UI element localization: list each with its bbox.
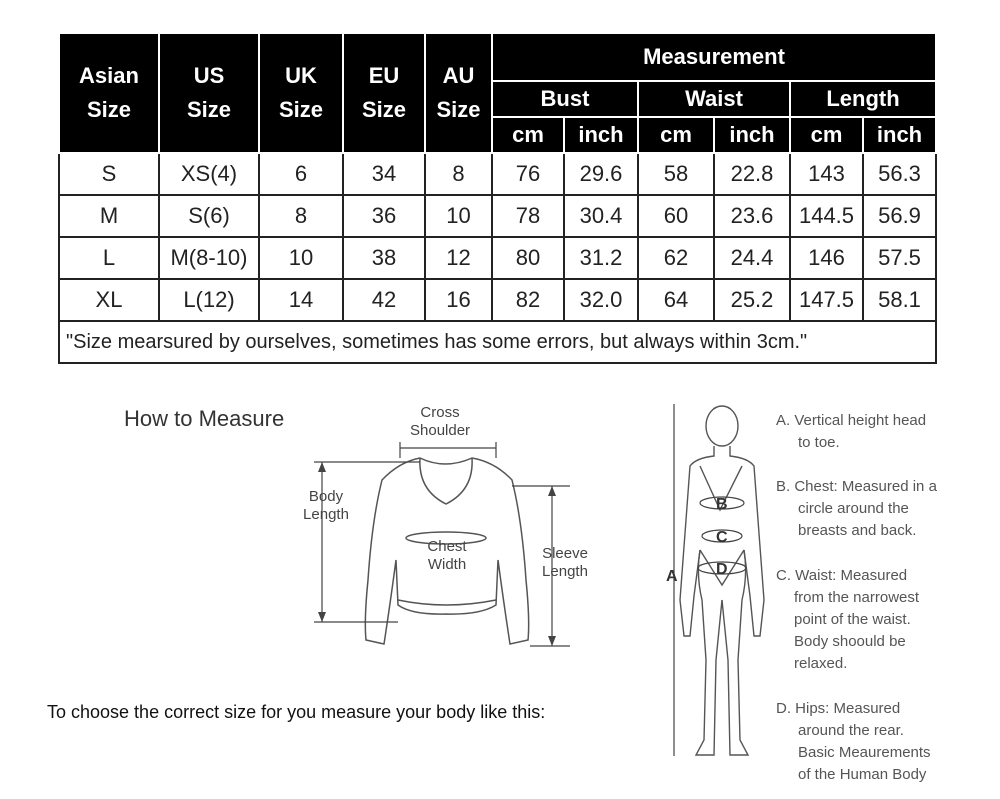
table-cell: 6: [259, 153, 343, 195]
header-bust: Bust: [492, 81, 638, 117]
description-a: A. Vertical height head to toe.: [776, 412, 927, 451]
table-cell: L(12): [159, 279, 259, 321]
header-bust-cm: cm: [492, 117, 564, 153]
table-cell: 12: [425, 237, 492, 279]
table-cell: 147.5: [790, 279, 863, 321]
table-cell: 56.9: [863, 195, 936, 237]
chest-width-label: Chest Width: [427, 538, 467, 573]
table-cell: 62: [638, 237, 714, 279]
body-figure-diagram: [660, 400, 770, 770]
header-length-inch: inch: [863, 117, 936, 153]
header-uk-size: UK Size: [259, 33, 343, 153]
marker-c: C: [716, 529, 728, 546]
table-cell: 64: [638, 279, 714, 321]
table-cell: 25.2: [714, 279, 790, 321]
table-cell: 36: [343, 195, 425, 237]
table-cell: 57.5: [863, 237, 936, 279]
header-waist-inch: inch: [714, 117, 790, 153]
table-cell: 144.5: [790, 195, 863, 237]
header-waist: Waist: [638, 81, 790, 117]
table-cell: XL: [59, 279, 159, 321]
table-cell: 56.3: [863, 153, 936, 195]
table-note: "Size mearsured by ourselves, sometimes has some errors, but always within 3cm.": [59, 321, 936, 363]
table-cell: 10: [259, 237, 343, 279]
header-measurement: Measurement: [492, 33, 936, 81]
table-cell: 80: [492, 237, 564, 279]
table-cell: 146: [790, 237, 863, 279]
table-cell: 23.6: [714, 195, 790, 237]
table-cell: 76: [492, 153, 564, 195]
table-cell: 30.4: [564, 195, 638, 237]
table-cell: 38: [343, 237, 425, 279]
description-c: C. Waist: Measured from the narrowest point of the waist. Body shoould be relaxed.: [776, 567, 920, 672]
table-cell: 16: [425, 279, 492, 321]
header-au-size: AU Size: [425, 33, 492, 153]
description-b: B. Chest: Measured in a circle around the breasts and back.: [776, 478, 937, 539]
table-cell: 58.1: [863, 279, 936, 321]
marker-a: A: [666, 568, 678, 585]
header-waist-cm: cm: [638, 117, 714, 153]
cross-shoulder-label: Cross Shoulder: [410, 404, 471, 439]
table-cell: 22.8: [714, 153, 790, 195]
table-cell: M: [59, 195, 159, 237]
table-cell: 8: [425, 153, 492, 195]
table-cell: S(6): [159, 195, 259, 237]
header-asian-size: Asian Size: [59, 33, 159, 153]
table-row: [59, 237, 936, 279]
description-d: D. Hips: Measured around the rear. Basic Meaurements of the Human Body: [776, 700, 931, 783]
size-chart-table: [58, 32, 937, 364]
table-cell: 78: [492, 195, 564, 237]
header-bust-inch: inch: [564, 117, 638, 153]
header-eu-size: EU Size: [343, 33, 425, 153]
table-row: [59, 195, 936, 237]
body-length-label: Body Length: [303, 488, 349, 523]
table-row: [59, 279, 936, 321]
table-row: [59, 153, 936, 195]
header-us-size: US Size: [159, 33, 259, 153]
table-cell: M(8-10): [159, 237, 259, 279]
table-cell: S: [59, 153, 159, 195]
choose-size-instruction: To choose the correct size for you measure your body like this:: [47, 702, 546, 722]
table-cell: 29.6: [564, 153, 638, 195]
table-cell: 24.4: [714, 237, 790, 279]
table-cell: 58: [638, 153, 714, 195]
table-cell: 34: [343, 153, 425, 195]
table-cell: 82: [492, 279, 564, 321]
table-cell: 31.2: [564, 237, 638, 279]
sleeve-length-label: Sleeve Length: [542, 545, 588, 580]
marker-b: B: [716, 496, 728, 513]
header-length-cm: cm: [790, 117, 863, 153]
header-length: Length: [790, 81, 936, 117]
table-cell: 8: [259, 195, 343, 237]
table-cell: 32.0: [564, 279, 638, 321]
table-cell: 143: [790, 153, 863, 195]
table-cell: XS(4): [159, 153, 259, 195]
table-cell: 10: [425, 195, 492, 237]
how-to-measure-title: How to Measure: [124, 406, 285, 431]
table-cell: L: [59, 237, 159, 279]
table-cell: 42: [343, 279, 425, 321]
marker-d: D: [716, 561, 728, 578]
table-cell: 14: [259, 279, 343, 321]
table-cell: 60: [638, 195, 714, 237]
